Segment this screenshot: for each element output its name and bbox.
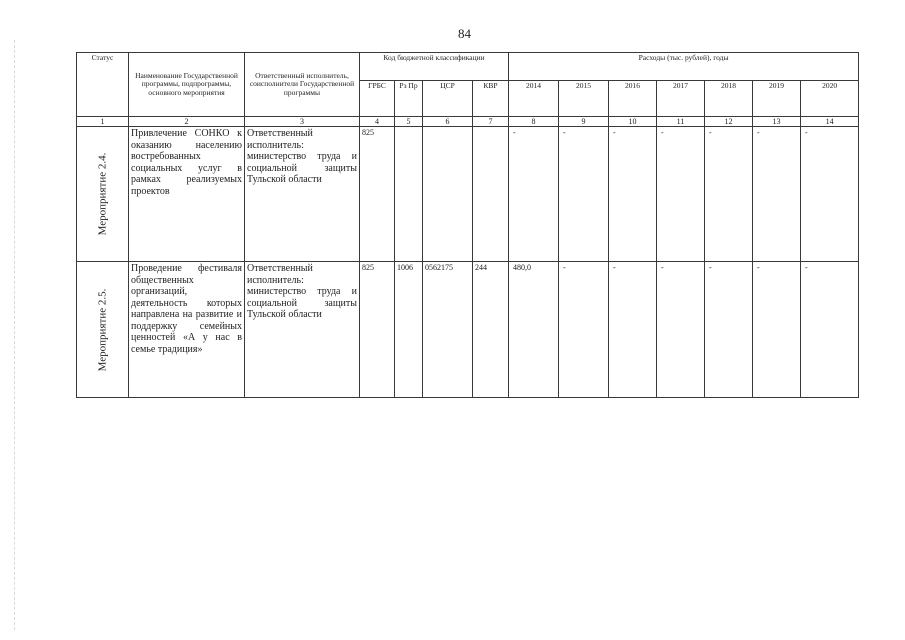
status-cell	[77, 262, 129, 398]
responsible-cell: Ответственный исполнитель: министерство труда и социальной защиты Тульской области	[245, 127, 360, 262]
expense-value-cell: -	[609, 127, 657, 262]
header-year: 2014	[509, 81, 559, 117]
status-label: Мероприятие 2.5.	[96, 288, 109, 372]
program-name-cell: Проведение фестиваля общественных организаций, деятельность которых направлена на развитие и поддержку семейных ценностей «А у нас в семье традиция»	[129, 262, 245, 398]
expense-value-cell: -	[657, 262, 705, 398]
header-year: 2016	[609, 81, 657, 117]
column-number: 9	[559, 117, 609, 127]
page-number: 84	[458, 26, 471, 41]
rzpr-cell: 1006	[395, 262, 423, 398]
column-number: 1	[77, 117, 129, 127]
header-year: 2019	[753, 81, 801, 117]
grbs-cell: 825	[360, 127, 395, 262]
scan-edge-marks	[14, 40, 16, 630]
column-number: 6	[423, 117, 473, 127]
column-number: 13	[753, 117, 801, 127]
table-row	[77, 262, 859, 398]
header-responsible: Ответственный исполнитель, соисполнители Государственной программы	[245, 53, 360, 117]
responsible-cell: Ответственный исполнитель: министерство труда и социальной защиты Тульской области	[245, 262, 360, 398]
expense-value-cell: -	[705, 262, 753, 398]
column-number: 12	[705, 117, 753, 127]
header-year: 2015	[559, 81, 609, 117]
column-number: 4	[360, 117, 395, 127]
header-status: Статус	[77, 53, 129, 117]
expense-value-cell: 480,0	[509, 262, 559, 398]
header-program-name: Наименование Государственной программы, подпрограммы, основного мероприятия	[129, 53, 245, 117]
expense-value-cell: -	[753, 262, 801, 398]
status-label: Мероприятие 2.4.	[96, 152, 109, 236]
expense-value-cell: -	[559, 127, 609, 262]
expense-value-cell: -	[609, 262, 657, 398]
header-csr: ЦСР	[423, 81, 473, 117]
header-rzpr: Рз Пр	[395, 81, 423, 117]
grbs-cell: 825	[360, 262, 395, 398]
header-kvr: КВР	[473, 81, 509, 117]
expense-value-cell: -	[559, 262, 609, 398]
expense-value-cell: -	[801, 262, 859, 398]
expenses-table	[76, 52, 859, 398]
header-grbs: ГРБС	[360, 81, 395, 117]
column-number: 3	[245, 117, 360, 127]
header-budget-code: Код бюджетной классификации	[360, 53, 509, 81]
expense-value-cell: -	[509, 127, 559, 262]
column-number: 8	[509, 117, 559, 127]
header-year: 2017	[657, 81, 705, 117]
status-cell	[77, 127, 129, 262]
column-number: 11	[657, 117, 705, 127]
csr-cell	[423, 127, 473, 262]
header-year: 2020	[801, 81, 859, 117]
kvr-cell	[473, 127, 509, 262]
expense-value-cell: -	[801, 127, 859, 262]
column-number: 7	[473, 117, 509, 127]
expense-value-cell: -	[657, 127, 705, 262]
csr-cell: 0562175	[423, 262, 473, 398]
column-number: 10	[609, 117, 657, 127]
program-name-cell: Привлечение СОНКО к оказанию населению востребованных социальных услуг в рамках реализуемых проектов	[129, 127, 245, 262]
column-number-row	[77, 117, 859, 127]
expense-value-cell: -	[753, 127, 801, 262]
table-row	[77, 127, 859, 262]
header-year: 2018	[705, 81, 753, 117]
header-expenses: Расходы (тыс. рублей), годы	[509, 53, 859, 81]
column-number: 14	[801, 117, 859, 127]
kvr-cell: 244	[473, 262, 509, 398]
expense-value-cell: -	[705, 127, 753, 262]
column-number: 2	[129, 117, 245, 127]
rzpr-cell	[395, 127, 423, 262]
column-number: 5	[395, 117, 423, 127]
